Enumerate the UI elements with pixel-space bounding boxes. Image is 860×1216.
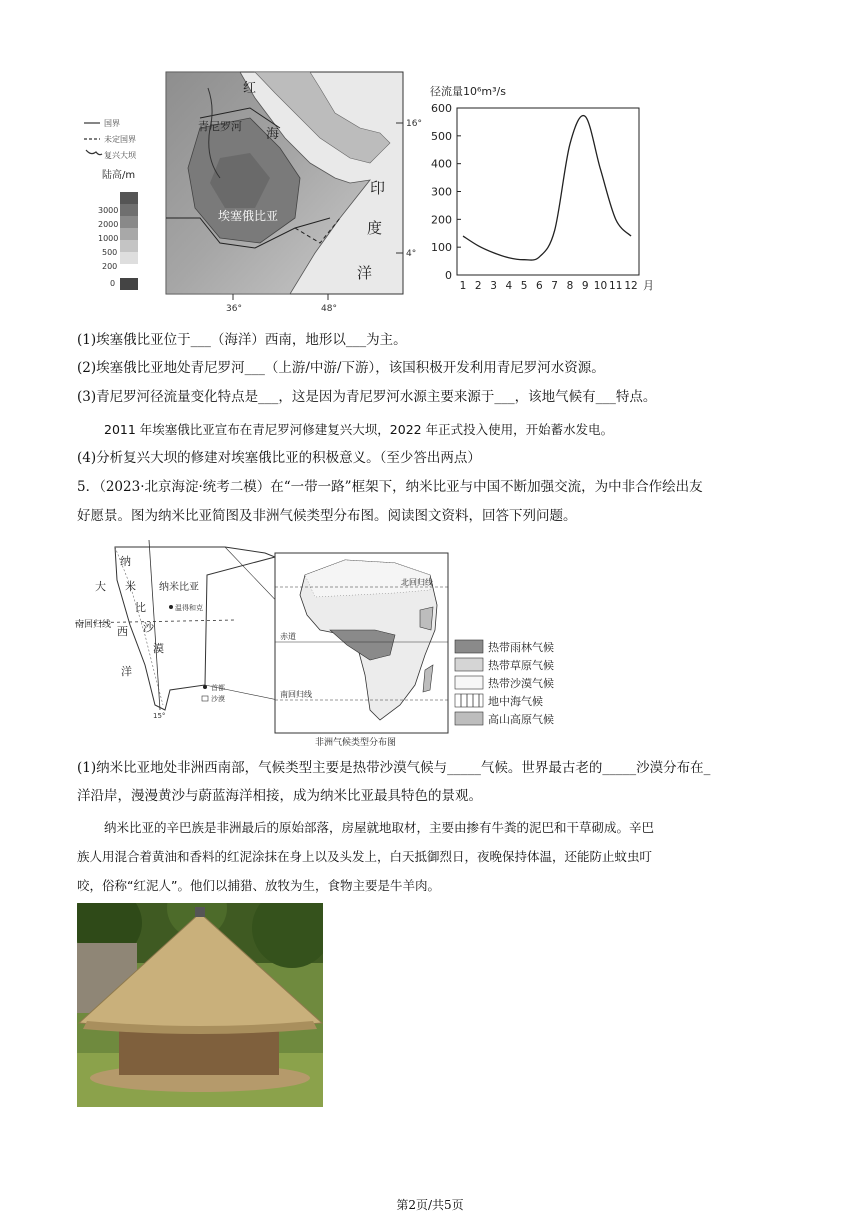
x-tick-label: 5 [520, 280, 528, 292]
material-himba-line1: 纳米比亚的辛巴族是非洲最后的原始部落，房屋就地取材，主要由掺有牛粪的泥巴和干草砌成。辛巴 [104, 820, 655, 835]
ns-mi: 米 [125, 580, 136, 593]
question-3: (3)青尼罗河径流量变化特点是___，这是因为青尼罗河水源主要来源于___，该地气候有___特点。 [77, 389, 657, 405]
question-1: (1)埃塞俄比亚位于___（海洋）西南，地形以___为主。 [77, 332, 407, 348]
question-5-stem-line1: 5．（2023·北京海淀·统考二模）在“一带一路”框架下，纳米比亚与中国不断加强交流，为中非合作绘出友 [77, 479, 703, 495]
y-tick-label: 100 [431, 241, 452, 255]
ns-na: 纳 [120, 555, 131, 568]
svg-text:青尼罗河 [198, 119, 242, 133]
label-red: 红 [243, 81, 257, 96]
elev-500: 500 [102, 248, 118, 257]
y-tick-label: 200 [431, 213, 452, 227]
x-tick-label: 7 [551, 280, 558, 292]
x-tick-label: 1 [459, 280, 467, 292]
label-blue-nile: 青尼罗河 [198, 120, 242, 133]
material-himba-line3: 咬，俗称“红泥人”。他们以捕猎、放牧为生，食物主要是牛羊肉。 [77, 878, 440, 893]
legend-undefined-border: 未定国界 [104, 135, 136, 144]
question-5-stem-line2: 好愿景。图为纳米比亚简图及非洲气候类型分布图。阅读图文资料，回答下列问题。 [77, 508, 577, 524]
x-tick-label: 9 [581, 280, 589, 292]
ethiopia-map [80, 68, 425, 318]
material-himba-line2: 族人用混合着黄油和香料的红泥涂抹在身上以及头发上，白天抵御烈日，夜晚保持体温，还能防止蚊虫叮 [77, 849, 653, 864]
af-north-tropic: 北回归线 [401, 578, 433, 587]
question-2: (2)埃塞俄比亚地处青尼罗河___（上游/中游/下游），该国积极开发利用青尼罗河水资源。 [77, 360, 605, 376]
lat-label-4: 4° [406, 249, 417, 259]
ns-lon: 15° [153, 712, 166, 720]
af-caption: 非洲气候类型分布图 [315, 738, 397, 748]
x-tick-label: 11 [609, 280, 623, 292]
elev-2000: 2000 [98, 220, 119, 229]
y-tick-label: 400 [431, 157, 452, 171]
runoff-chart [425, 80, 665, 305]
af-equator: 赤道 [280, 632, 296, 641]
material-dam: 2011 年埃塞俄比亚宣布在青尼罗河修建复兴大坝，2022 年正式投入使用，开始蓄水发电。 [104, 422, 614, 437]
x-tick-label: 12 [624, 280, 638, 292]
legend-mediterranean: 地中海气候 [488, 695, 543, 708]
ns-da: 大 [95, 580, 106, 593]
ns-yang: 洋 [121, 665, 132, 678]
x-tick-label: 2 [474, 280, 482, 292]
af-south-tropic: 南回归线 [280, 690, 312, 699]
x-tick-label: 3 [490, 280, 497, 292]
lat-label-16: 16° [406, 119, 422, 129]
y-tick-label: 300 [431, 185, 452, 199]
x-tick-label: 6 [536, 280, 543, 292]
ns-tropic: 南回归线 [75, 620, 112, 630]
ns-sha: 沙 [143, 621, 154, 634]
chart-xlabel: 月 [643, 279, 654, 292]
namibia-africa-map [75, 535, 595, 750]
chart-plot-frame [457, 108, 639, 275]
question-5-1-line2: 洋沿岸，漫漫黄沙与蔚蓝海洋相接，成为纳米比亚最具特色的景观。 [77, 788, 482, 804]
label-ethiopia: 埃塞俄比亚 [218, 209, 279, 223]
elev-1000: 1000 [98, 234, 119, 243]
elev-200: 200 [102, 262, 118, 271]
ns-mo: 漠 [153, 642, 164, 655]
y-tick-label: 0 [445, 269, 452, 282]
label-ocean: 洋 [357, 264, 373, 282]
question-5-1-line1: (1)纳米比亚地处非洲西南部，气候类型主要是热带沙漠气候与_____气候。世界最古老的_____沙漠分布在_ [77, 760, 711, 776]
ns-desert-legend: 沙漠 [211, 695, 225, 703]
himba-hut-photo [77, 903, 323, 1107]
legend-highland: 高山高原气候 [488, 713, 554, 726]
page-footer: 第2页/共5页 [396, 1198, 464, 1212]
lon-label-36: 36° [226, 304, 242, 314]
lon-label-48: 48° [321, 304, 337, 314]
ns-xi: 西 [117, 625, 128, 638]
x-tick-label: 10 [593, 280, 608, 292]
ns-capital-legend: 首都 [211, 684, 225, 692]
legend-rainforest: 热带雨林气候 [488, 641, 554, 654]
legend-dam: 复兴大坝 [104, 151, 136, 160]
x-tick-label: 8 [566, 280, 574, 292]
legend-savanna: 热带草原气候 [488, 659, 554, 672]
chart-ylabel: 径流量10⁶m³/s [430, 85, 506, 98]
ns-bi: 比 [135, 601, 146, 614]
y-tick-label: 500 [431, 129, 452, 143]
y-tick-label: 600 [431, 102, 452, 115]
question-4: (4)分析复兴大坝的修建对埃塞俄比亚的积极意义。（至少答出两点） [77, 450, 481, 466]
elev-0: 0 [110, 279, 116, 288]
label-du: 度 [367, 219, 383, 237]
runoff-series-line [463, 116, 631, 261]
elevation-title: 陆高/m [102, 170, 136, 181]
x-tick-label: 4 [505, 280, 513, 292]
ns-country: 纳米比亚 [159, 582, 199, 593]
legend-border: 国界 [104, 119, 120, 128]
label-sea: 海 [266, 127, 280, 142]
elev-3000: 3000 [98, 206, 119, 215]
label-india: 印 [370, 179, 386, 197]
legend-desert: 热带沙漠气候 [488, 677, 554, 690]
ns-capital: 温得和克 [175, 604, 203, 612]
